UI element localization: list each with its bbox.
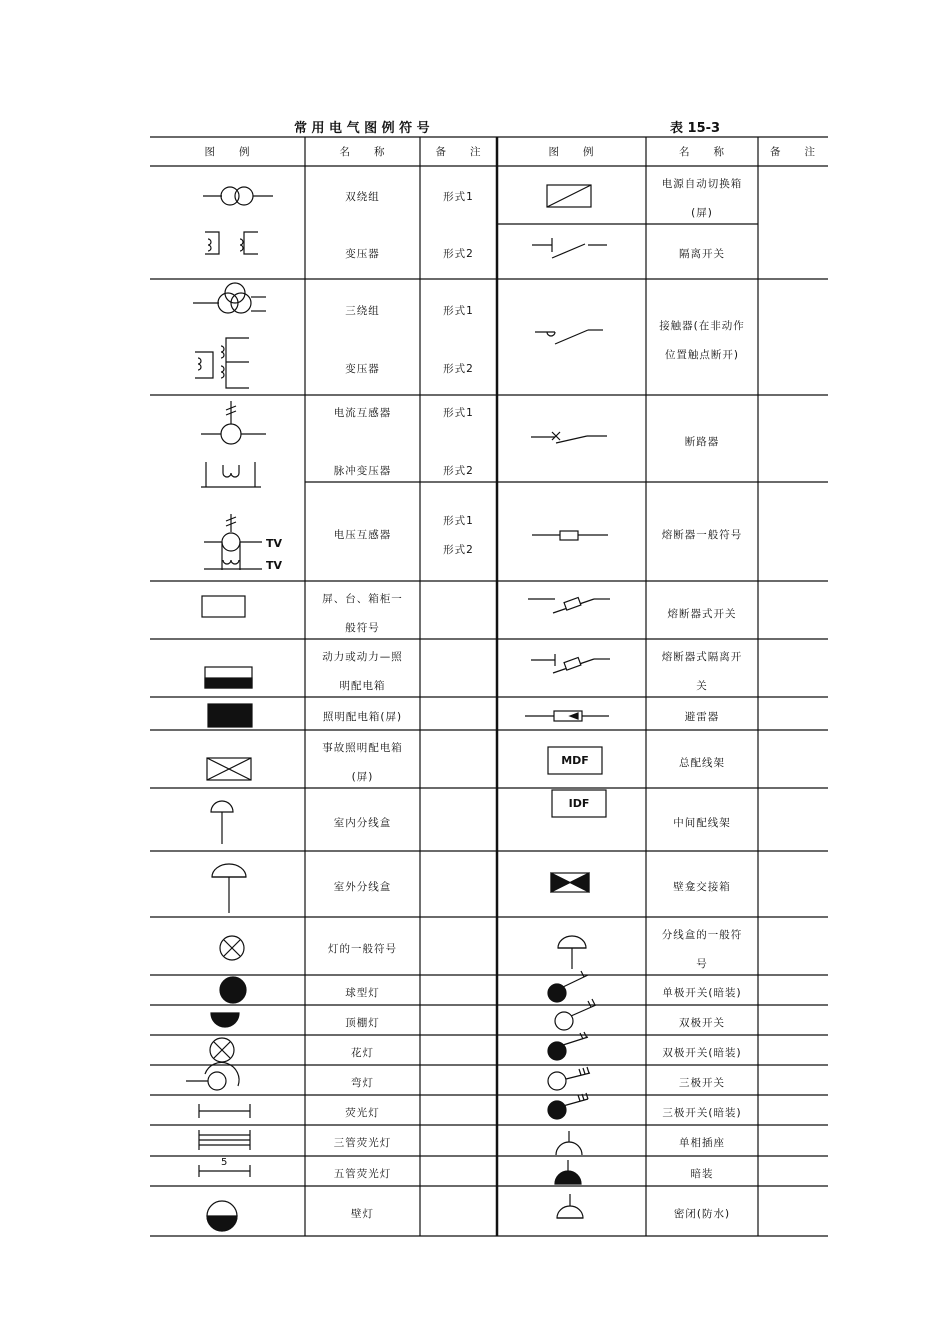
left-name: 电流互感器: [333, 407, 392, 419]
emergency-lighting-box-icon: [207, 758, 251, 780]
wall-lamp-icon: [207, 1201, 237, 1231]
right-name: 三极开关: [679, 1077, 725, 1089]
left-note: 形式2: [443, 465, 474, 477]
five-tube-count-label: 5: [221, 1157, 228, 1168]
disconnector-icon: [532, 238, 607, 258]
left-note: 形式2: [443, 248, 474, 260]
left-note: 形式2: [443, 363, 474, 375]
right-name: 熔断器式开关: [667, 608, 737, 620]
left-name: 照明配电箱(屏): [322, 711, 403, 723]
outdoor-junction-box-icon: [212, 864, 246, 913]
left-name: 变压器: [345, 248, 380, 260]
chandelier-icon: [210, 1038, 234, 1062]
arrester-icon: [525, 711, 609, 721]
left-name: 五管荧光灯: [333, 1168, 392, 1180]
left-name: 电压互感器: [333, 529, 392, 541]
right-name: 暗装: [690, 1168, 714, 1180]
left-name: (屏): [351, 771, 374, 783]
left-name: 弯灯: [351, 1077, 374, 1089]
mdf-label: MDF: [561, 754, 589, 767]
left-note: 形式1: [443, 305, 474, 317]
left-name: 变压器: [345, 363, 380, 375]
fluorescent-lamp-icon: [199, 1104, 250, 1118]
right-name: 双极开关: [679, 1017, 725, 1029]
right-name: 熔断器式隔离开: [661, 651, 743, 663]
left-name: 壁灯: [351, 1208, 374, 1220]
single-pole-switch-concealed-icon: [548, 971, 588, 1002]
left-note: 形式1: [443, 191, 474, 203]
socket-waterproof-icon: [557, 1194, 583, 1218]
right-name: 电源自动切换箱: [661, 178, 743, 190]
left-name: 明配电箱: [339, 680, 386, 692]
auto-transfer-box-icon: [547, 185, 591, 207]
header-note-left: 备 注: [435, 145, 482, 158]
ceiling-lamp-icon: [211, 1013, 239, 1027]
right-name: 单极开关(暗装): [662, 987, 742, 999]
header-legend-left: 图 例: [204, 145, 251, 158]
right-name: 熔断器一般符号: [661, 529, 743, 541]
left-note: 形式1: [443, 515, 474, 527]
ball-lamp-icon: [220, 977, 246, 1003]
left-note: 形式2: [443, 544, 474, 556]
double-pole-switch-concealed-icon: [548, 1032, 588, 1060]
power-lighting-box-icon: [205, 667, 252, 688]
right-name: 避雷器: [684, 711, 720, 723]
left-name: 动力或动力—照: [322, 651, 403, 663]
right-name: 号: [696, 958, 708, 970]
right-name: 单相插座: [679, 1137, 725, 1149]
socket-concealed-icon: [555, 1160, 581, 1184]
contactor-icon: [535, 330, 603, 344]
header-name-right: 名 称: [679, 145, 725, 158]
left-name: 屏、台、箱柜一: [322, 593, 403, 605]
left-name: 室内分线盒: [333, 817, 392, 829]
left-name: 室外分线盒: [333, 881, 392, 893]
pulse-transformer-icon: [201, 462, 261, 487]
right-name: 隔离开关: [679, 248, 725, 260]
lamp-general-icon: [220, 936, 244, 960]
left-name: 双绕组: [345, 191, 380, 203]
panel-box-icon: [202, 596, 245, 617]
three-winding-transformer-form2-icon: [195, 338, 249, 388]
junction-box-general-icon: [558, 936, 586, 969]
page-title: 常 用 电 气 图 例 符 号: [294, 121, 430, 136]
right-name: 接触器(在非动作: [659, 320, 745, 332]
left-name: 灯的一般符号: [328, 943, 397, 955]
right-name: 壁龛交接箱: [673, 881, 731, 893]
right-name: 三极开关(暗装): [662, 1107, 742, 1119]
fuse-disconnector-icon: [531, 654, 610, 673]
double-pole-switch-icon: [555, 999, 596, 1030]
fuse-icon: [532, 531, 608, 540]
right-name: 位置触点断开): [664, 349, 740, 361]
right-name: 分线盒的一般符: [661, 929, 743, 941]
left-name: 球型灯: [345, 987, 380, 999]
three-winding-transformer-icon: [193, 283, 266, 313]
table-number: 表 15-3: [670, 121, 721, 136]
voltage-transformer-icon: [204, 514, 262, 570]
right-name: (屏): [691, 207, 713, 219]
right-name: 双极开关(暗装): [662, 1047, 742, 1059]
left-name: 脉冲变压器: [333, 465, 392, 477]
bracket-lamp-icon: [186, 1062, 239, 1090]
three-pole-switch-icon: [548, 1067, 590, 1090]
right-name: 中间配线架: [673, 817, 731, 829]
left-name: 花灯: [351, 1047, 374, 1059]
left-name: 三绕组: [345, 305, 380, 317]
left-note: 形式1: [443, 407, 474, 419]
right-name: 断路器: [684, 436, 720, 448]
lighting-box-icon: [208, 704, 252, 727]
fuse-switch-icon: [528, 598, 610, 613]
three-pole-switch-concealed-icon: [548, 1093, 588, 1119]
left-name: 三管荧光灯: [333, 1137, 392, 1149]
left-name: 般符号: [345, 622, 380, 634]
current-transformer-icon: [201, 401, 266, 444]
wall-cross-box-icon: [551, 873, 589, 892]
single-phase-socket-icon: [556, 1131, 582, 1155]
left-name: 事故照明配电箱: [322, 742, 403, 754]
tv-label-1: TV: [266, 537, 283, 550]
three-tube-fluorescent-icon: [199, 1130, 250, 1150]
left-name: 顶棚灯: [345, 1017, 380, 1029]
idf-label: IDF: [568, 797, 590, 810]
right-name: 密闭(防水): [673, 1208, 731, 1220]
circuit-breaker-icon: [531, 432, 607, 443]
indoor-junction-box-icon: [211, 801, 233, 844]
header-name-left: 名 称: [339, 145, 386, 158]
header-legend-right: 图 例: [548, 145, 595, 158]
tv-label-2: TV: [266, 559, 283, 572]
two-winding-transformer-form2-icon: [205, 232, 258, 254]
two-winding-transformer-icon: [203, 187, 273, 205]
left-name: 荧光灯: [345, 1107, 380, 1119]
right-name: 关: [696, 680, 708, 692]
header-note-right: 备 注: [770, 145, 816, 158]
right-name: 总配线架: [679, 757, 725, 769]
